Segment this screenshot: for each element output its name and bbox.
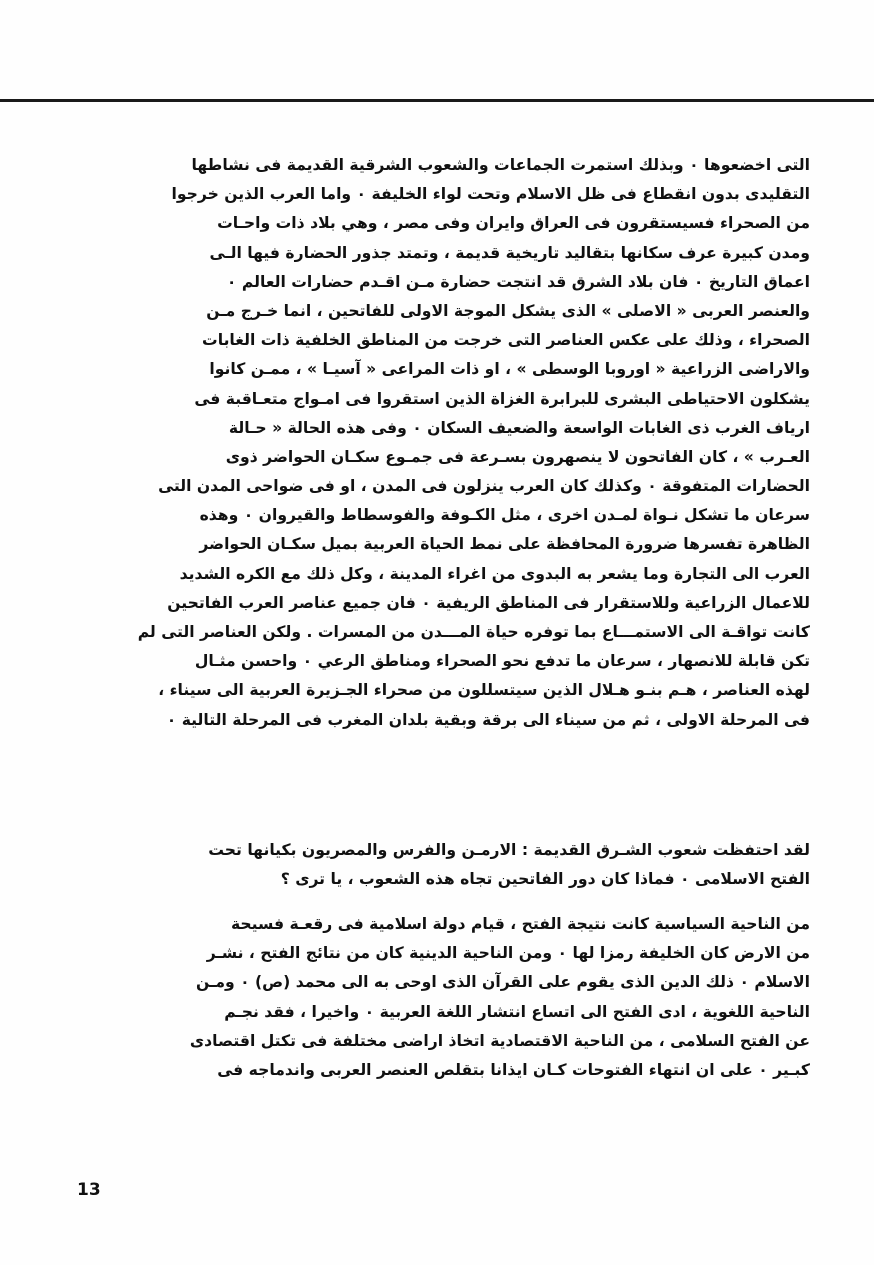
text-line: من الارض كان الخليفة رمزا لها ٠ ومن الناحية الدينية كان من نتائج الفتح ، نشـر (206, 944, 810, 963)
text-line: ومدن كبيرة عرف سكانها بتقاليد تاريخية قديمة ، وتمتد جذور الحضارة فيها الـى (209, 243, 810, 262)
page-number: 13 (77, 1180, 101, 1200)
paragraph-1 (92, 151, 810, 735)
text-line: لهذه العناصر ، هـم بنـو هـلال الذين سيتسللون من صحراء الجـزيرة العربية الى سيناء ، (158, 681, 810, 700)
text-line: يشكلون الاحتياطى البشرى للبرابرة الغزاة الذين استقروا فى امـواج متعـاقبة فى (194, 389, 810, 408)
text-line: عن الفتح السلامى ، من الناحية الاقتصادية اتخاذ اراضى مختلفة فى تكتل اقتصادى (189, 1031, 810, 1050)
text-line: كانت تواقـة الى الاستمـــاع بما توفره حياة المـــدن من المسرات . ولكن العناصر التى لم (137, 623, 810, 641)
text-line: الناحية اللغوية ، ادى الفتح الى اتساع انتشار اللغة العربية ٠ واخيرا ، فقد نجـم (224, 1002, 810, 1021)
text-line: الفتح الاسلامى ٠ فماذا كان دور الفاتحين تجاه هذه الشعوب ، يا ترى ؟ (280, 870, 810, 889)
text-line: العرب الى التجارة وما يشعر به البدوى من اغراء المدينة ، وكل ذلك مع الكره الشديد (179, 564, 810, 583)
text-line: التى اخضعوها ٠ وبذلك استمرت الجماعات والشعوب الشرقية القديمة فى نشاطها (191, 156, 810, 174)
text-line: كبـير ٠ على ان انتهاء الفتوحات كـان ايذانا بتقلص العنصر العربى واندماجه فى (217, 1060, 810, 1079)
paragraph-2 (92, 836, 810, 894)
text-line: اعماق التاريخ ٠ فان بلاد الشرق قد انتجت حضارة مـن اقـدم حضارات العالم ٠ (226, 272, 810, 291)
text-line: سرعان ما تشكل نـواة لمـدن اخرى ، مثل الكـوفة والفوسطاط والقيروان ٠ وهذه (199, 506, 810, 525)
text-line: من الناحية السياسية كانت نتيجة الفتح ، قيام دولة اسلامية فى رقعـة فسيحة (230, 915, 810, 933)
text-line: من الصحراء فسيستقرون فى العراق وايران وفى مصر ، وهي بلاد ذات واحـات (217, 214, 810, 233)
text-line: تكن قابلة للانصهار ، سرعان ما تدفع نحو الصحراء ومناطق الرعي ٠ واحسن مثـال (194, 652, 810, 671)
text-line: الظاهرة تفسرها ضرورة المحافظة على نمط الحياة العربية بميل سكـان الحواضر (199, 535, 810, 554)
text-line: لقد احتفظت شعوب الشـرق القديمة : الارمـن والفرس والمصريون بكيانها تحت (208, 841, 810, 859)
text-line: العـرب » ، كان الفاتحون لا ينصهرون بسـرعة فى جمـوع سكـان الحواضر ذوى (225, 447, 810, 466)
text-line: الحضارات المتفوقة ٠ وكذلك كان العرب ينزلون فى المدن ، او فى ضواحى المدن التى (158, 477, 810, 496)
paragraph-3 (92, 910, 810, 1085)
text-line: الاسلام ٠ ذلك الدين الذى يقوم على القرآن الذى اوحى به الى محمد (ص) ٠ ومـن (195, 973, 810, 992)
text-line: والاراضى الزراعية « اوروبا الوسطى » ، او ذات المراعى « آسيـا » ، ممـن كانوا (209, 360, 810, 379)
text-line: والعنصر العربى « الاصلى » الذى يشكل الموجة الاولى للفاتحين ، انما خـرج مـن (206, 301, 810, 320)
text-line: ارياف الغرب ذى الغابات الواسعة والضعيف السكان ٠ وفى هذه الحالة « حـالة (228, 418, 810, 437)
text-line: الصحراء ، وذلك على عكس العناصر التى خرجت من المناطق الخلفية ذات الغابات (202, 331, 810, 350)
header-rule (0, 99, 874, 102)
text-line: التقليدى بدون انقطاع فى ظل الاسلام وتحت لواء الخليفة ٠ واما العرب الذين خرجوا (171, 185, 810, 204)
text-line: للاعمال الزراعية وللاستقرار فى المناطق الريفية ٠ فان جميع عناصر العرب الفاتحين (167, 593, 810, 612)
text-line: فى المرحلة الاولى ، ثم من سيناء الى برقة وبقية بلدان المغرب فى المرحلة التالية ٠ (166, 710, 810, 729)
